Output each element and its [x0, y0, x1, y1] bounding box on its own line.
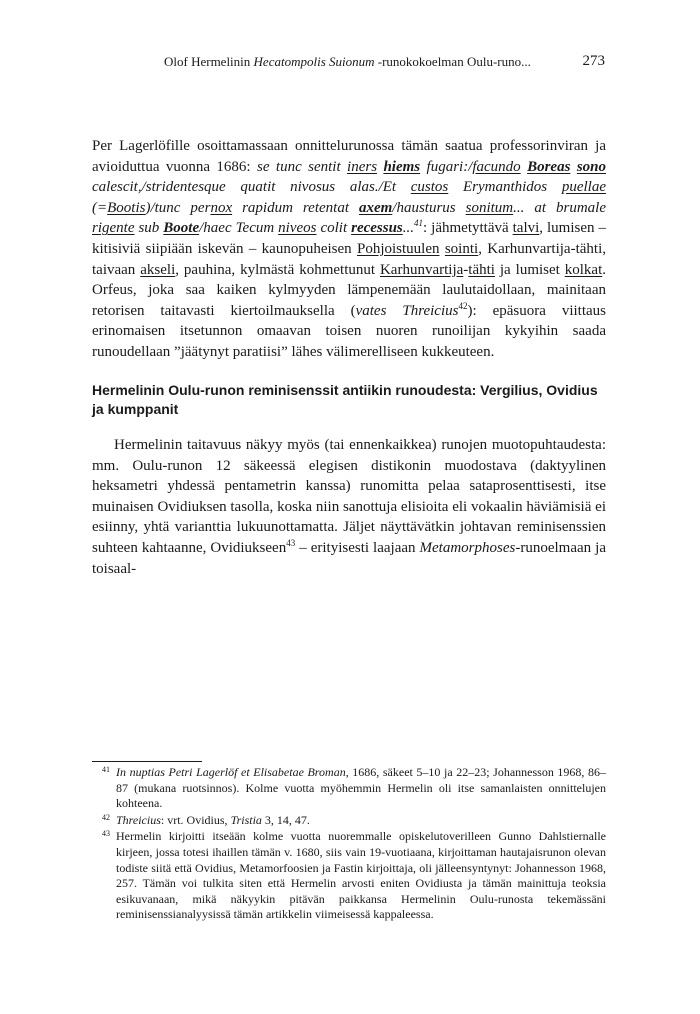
footnote-text: Hermelin kirjoitti itseään kolme vuotta nuoremmalle opiskelutoverilleen Gunno Dahlstiernalle kirjeen, jossa totesi ihaillen tämän v. 1680, siis vain 19-vuotiaana, kirjoittaman hautajaisrunon olevan todiste siitä että Ovidius, Metamorfoosien ja Fastin kirjoittaja, oli jälleensyntynyt: Johannesson 1968, 257. Tämän voi tulkita siten että Hermelin arvosti eniten Ovidiusta ja tämän mainittuja teoksia esikuvanaan, mikä näkyykin pitävän paikkansa Hermelinin Oulu-runosta tekemässäni reminisenssianalyysissä tämän artikkelin viimeisessä kappaleessa.: [116, 829, 606, 922]
text: Hermelinin taitavuus näkyy myös (tai ennenkaikkea) runojen muotopuhtaudesta: mm. Oulu-runon 12 säkeessä elegisen distikonin muodostava (daktyylinen heksametri yhdessä pentametrin kanssa) runomitta pelaa sataprosenttisesti, itse muinaisen Ovidiuksen tasolla, koska niin sanottuja elisioita eli vokaalin häviämisiä ei esiinny, yhtä varianttia lukuunottamatta. Jäljet näyttävätkin johtavan reminisenssien suhteen kahtaanne, Ovidiukseen: [92, 437, 606, 556]
underlined-word: facundo: [472, 158, 521, 175]
paragraph-1: [92, 136, 606, 363]
running-head-text: -runokokoelman Oulu-runo...: [374, 54, 531, 69]
underlined-word: sonitum: [465, 199, 514, 216]
running-head-title: [164, 53, 531, 71]
underlined-word: custos: [410, 179, 449, 196]
footnote-text: 3, 14, 47.: [261, 812, 310, 827]
footnote-41: [92, 765, 606, 812]
underlined-word: talvi: [512, 220, 540, 237]
text: – erityisesti laajaan: [295, 539, 420, 556]
underlined-word: kolkat: [564, 261, 603, 278]
text: (=: [92, 199, 108, 216]
text: ): epäsuora viittaus erinomaisen itsetunnon omaavan toisen nuoren runoilijan kykyihin saada runoudellaan ”jäätynyt paratiisi” lähes välimerelliseen kukkeuteen.: [92, 302, 606, 360]
text: colit: [316, 220, 352, 237]
bold-underlined-word: sono: [576, 158, 607, 175]
text: )/tunc per: [145, 199, 211, 216]
footnote-42: [92, 813, 606, 829]
text: -runoelmaan ja toisaal-: [92, 539, 606, 577]
text: : jähmetyttävä: [423, 220, 513, 237]
footnotes: [92, 765, 606, 924]
footnote-number: 41: [102, 765, 110, 774]
work-title: Metamorphoses: [419, 539, 516, 556]
footnote-ref-42: 42: [458, 300, 468, 311]
text: fugari:/: [420, 158, 473, 175]
text: Erymanthidos: [448, 179, 562, 196]
underlined-word: niveos: [278, 220, 317, 237]
bold-underlined-word: hiems: [383, 158, 421, 175]
page-number: 273: [582, 53, 605, 69]
latin-phrase: vates Threicius: [355, 302, 459, 319]
underlined-word: iners: [347, 158, 378, 175]
bold-underlined-word: recessus: [351, 220, 403, 237]
footnote-number: 42: [102, 812, 110, 822]
underlined-word: rigente: [92, 220, 135, 237]
footnote-text: : vrt. Ovidius,: [160, 812, 231, 827]
paragraph-2: [92, 435, 606, 579]
text: . Orfeus, joka saa kaiken kylmyyden lämpenemään laulutaidollaan, mainitaan retorisen taitavasti kiertoilmauksella (: [92, 261, 606, 319]
text: -: [463, 261, 469, 278]
section-heading: Hermelinin Oulu-runon reminisenssit antiikin runoudesta: Vergilius, Ovidius ja kumppanit: [92, 382, 598, 417]
running-head-italic: Hecatompolis Suionum: [253, 54, 375, 69]
text: sub: [134, 220, 164, 237]
footnote-number: 43: [102, 829, 110, 839]
text: /haec Tecum: [199, 220, 279, 237]
text: se tunc sentit: [257, 158, 348, 175]
underlined-word: Pohjoistuulen: [356, 240, 440, 257]
footnote-italic: In nuptias Petri Lagerlöf et Elisabetae Broman: [116, 765, 346, 779]
footnote-italic: Threicius: [116, 812, 161, 827]
text: calescit,/stridentesque quatit nivosus alas./Et: [92, 179, 411, 196]
underlined-word: sointi: [444, 240, 479, 257]
text: , pauhina, kylmästä kohmettunut: [175, 261, 380, 278]
text: ...: [402, 220, 415, 237]
underlined-word: Karhunvartija: [379, 261, 464, 278]
text: , Karhunvartija-tähti, taivaan: [92, 240, 606, 278]
text: ja lumiset: [494, 261, 565, 278]
underlined-word: Bootis: [107, 199, 146, 216]
underlined-word: tähti: [468, 261, 495, 278]
running-head-text: Olof Hermelinin: [164, 54, 254, 69]
bold-underlined-word: axem: [358, 199, 393, 216]
underlined-word: nox: [210, 199, 233, 216]
underlined-word: puellae: [561, 179, 606, 196]
footnote-43: [92, 829, 606, 923]
text: , lumisen – kitisiviä siipiään iskevän – kaunopuheisen: [92, 220, 606, 257]
footnote-ref-41: 41: [414, 218, 424, 229]
footnote-text: , 1686, säkeet 5–10 ja 22–23; Johannesson 1968, 86–87 (mukana ruotsinnos). Kolme vuotta myöhemmin Hermelin oli itse samanlaisten onnittelujen kohteena.: [116, 765, 607, 811]
bold-underlined-word: Boreas: [527, 158, 571, 175]
text: Per Lagerlöfille osoittamassaan onnittelurunossa tämän saatua professorinviran ja avioiduttua vuonna 1686:: [92, 138, 606, 175]
bold-underlined-word: Boote: [163, 220, 200, 237]
text: rapidum retentat: [232, 199, 359, 216]
text: /hausturus: [392, 199, 466, 216]
footnote-italic: Tristia: [230, 812, 262, 827]
footnote-ref-43: 43: [286, 537, 296, 548]
text: ... at brumale: [513, 199, 606, 216]
underlined-word: akseli: [140, 261, 176, 278]
running-head: [150, 53, 605, 73]
